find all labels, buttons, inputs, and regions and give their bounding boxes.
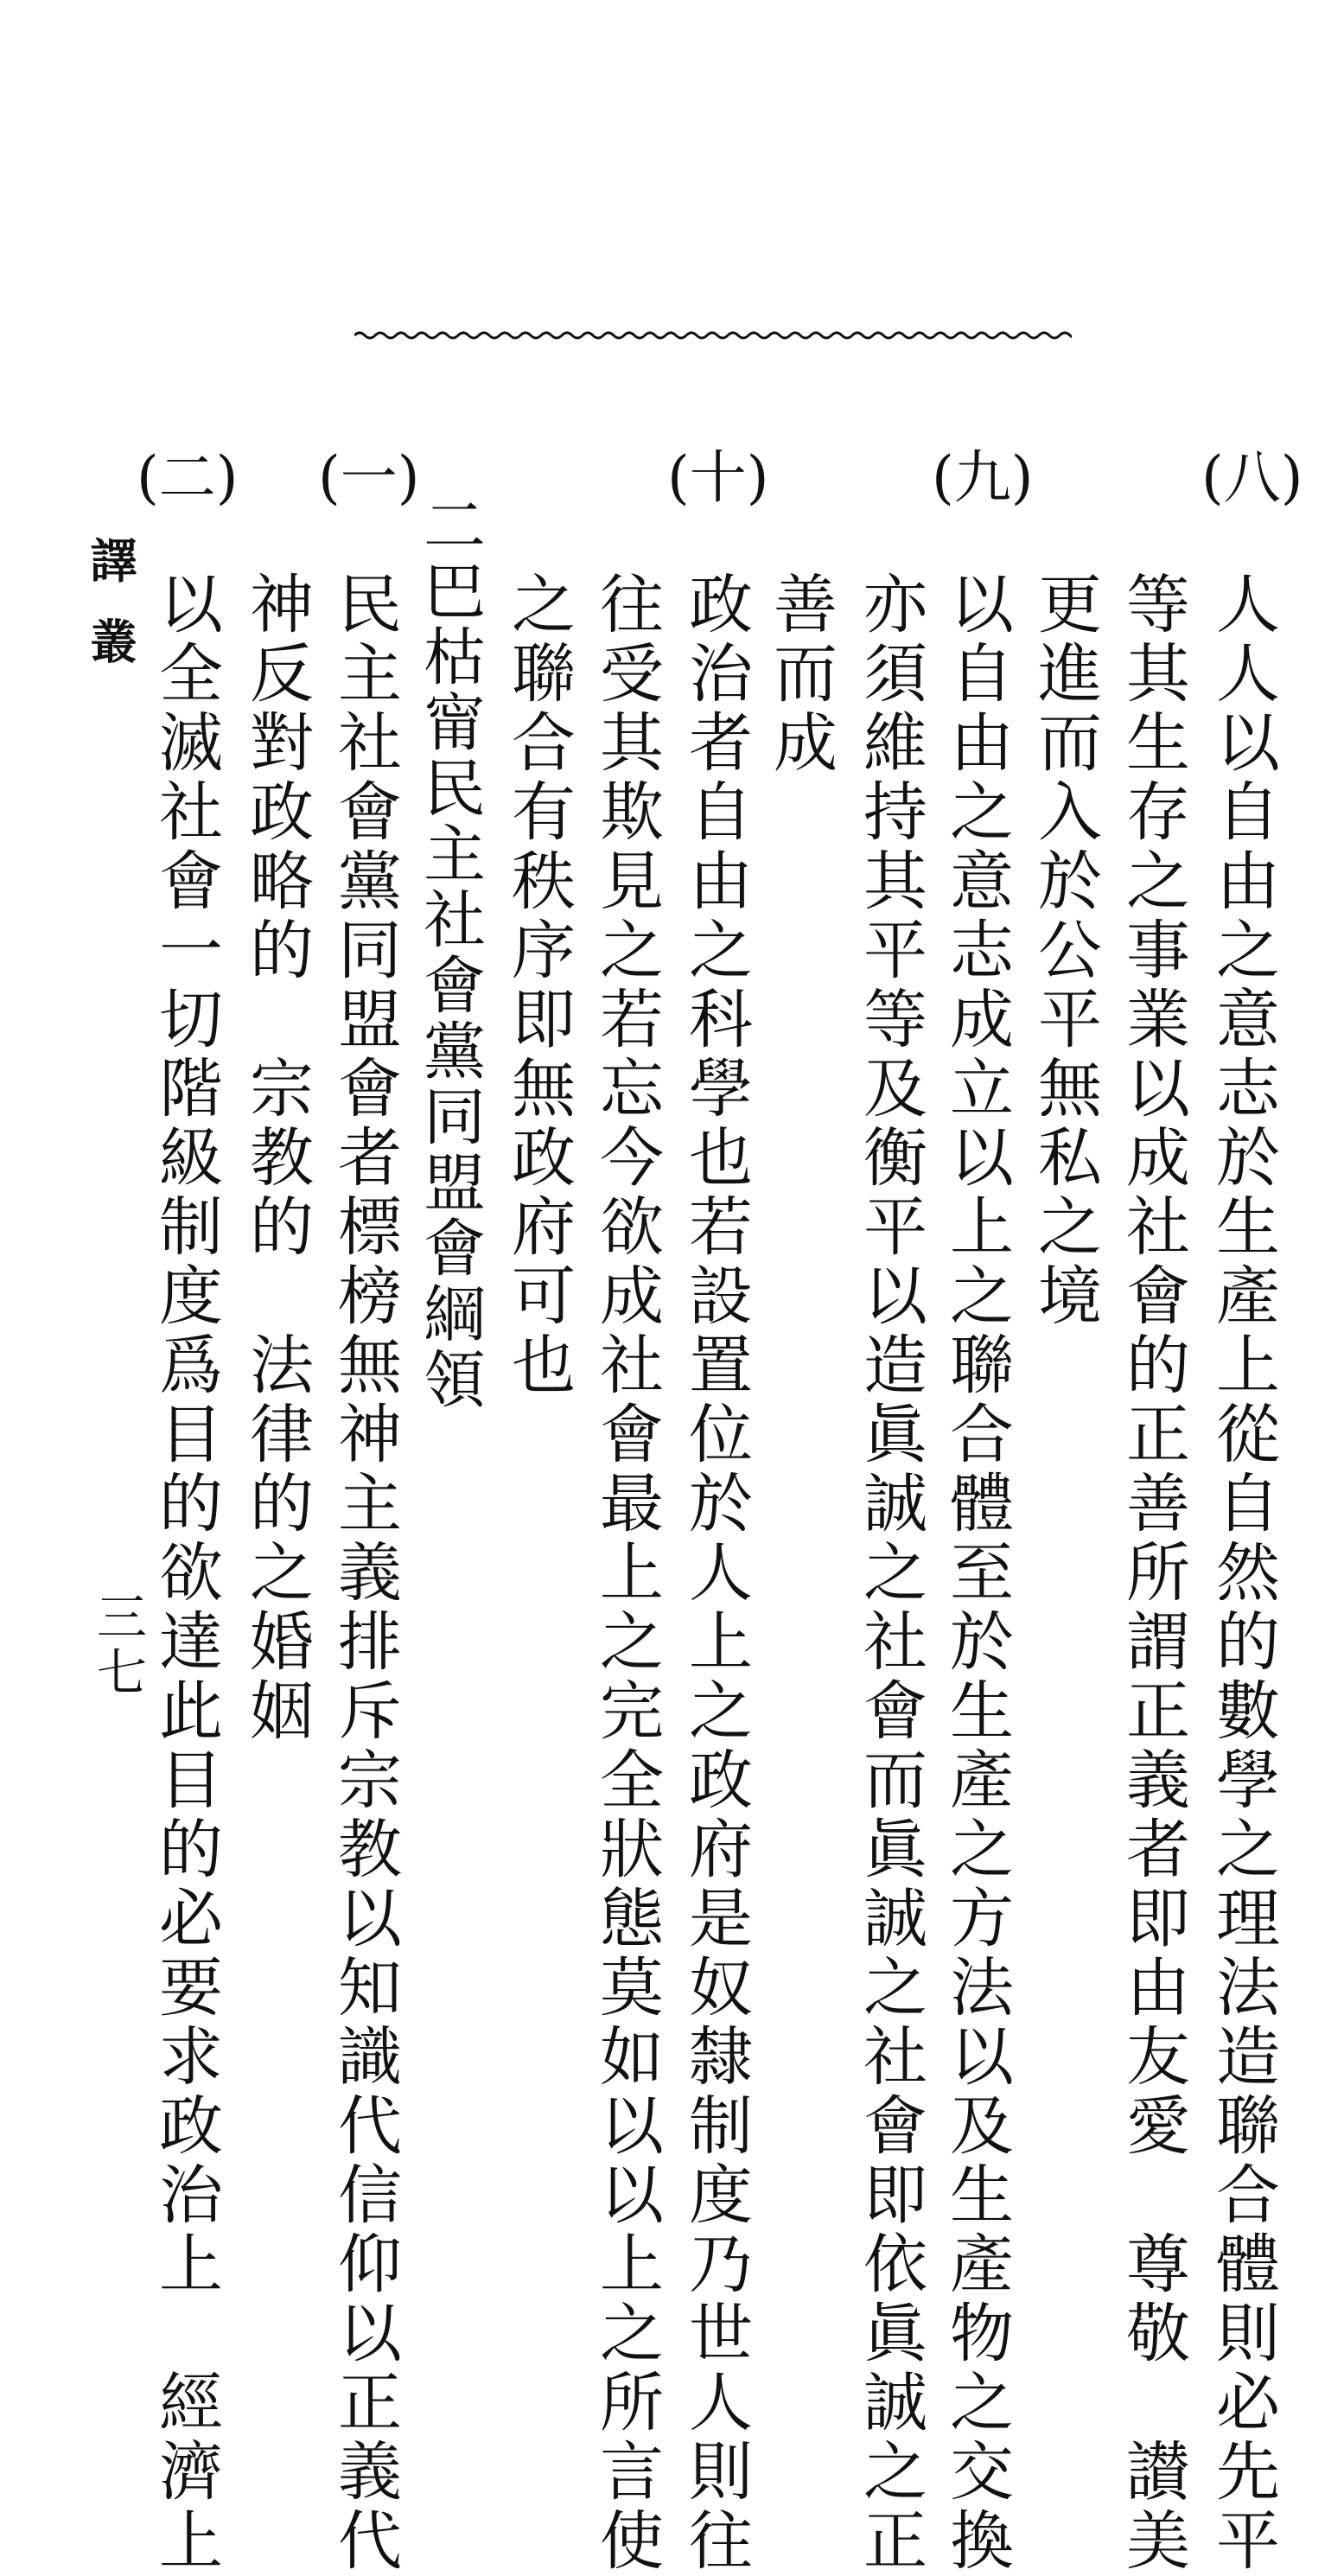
program-1-line-2: 神反對政略的 宗教的 法律的之婚姻 [239,571,314,1746]
item-8-line-2: 等其生存之事業以成社會的正善所謂正義者即由友愛 尊敬 讃美 [1116,571,1190,2576]
item-marker-10: (十) [667,444,769,511]
program-2-line-1: 以全滅社會一切階級制度爲目的欲達此目的必要求政治上 經濟上 [149,571,223,2576]
section-heading: 二巴枯甯民主社會黨同盟會綱領 [413,493,486,1412]
series-title: 譯叢 [83,536,138,698]
item-10-line-2: 往受其欺見之若忘今欲成社會最上之完全狀態莫如以以上之所言使 [589,571,664,2576]
item-9-line-3: 善而成 [763,571,838,778]
program-marker-2: (二) [137,444,239,511]
item-8-line-3: 更進而入於公平無私之境 [1028,571,1102,1331]
item-10-line-3: 之聯合有秩序即無政府可也 [501,571,576,1400]
program-marker-1: (一) [318,444,420,511]
ornamental-divider [354,324,1072,347]
item-8-line-1: 人人以自由之意志於生產上從自然的數學之理法造聯合體則必先平 [1206,571,1280,2576]
item-marker-8: (八) [1201,444,1303,511]
item-9-line-2: 亦須維持其平等及衡平以造眞誠之社會而眞誠之社會即依眞誠之正 [853,571,927,2576]
item-9-line-1: 以自由之意志成立以上之聯合體至於生產之方法以及生產物之交換 [940,571,1014,2576]
item-10-line-1: 政治者自由之科學也若設置位於人上之政府是奴隸制度乃世人則往 [678,571,753,2576]
wavy-rule-icon [354,324,1072,347]
page-number: 三七 [88,1591,147,1701]
item-marker-9: (九) [932,444,1034,511]
program-1-line-1: 民主社會黨同盟會者標榜無神主義排斥宗教以知識代信仰以正義代 [328,571,402,2576]
